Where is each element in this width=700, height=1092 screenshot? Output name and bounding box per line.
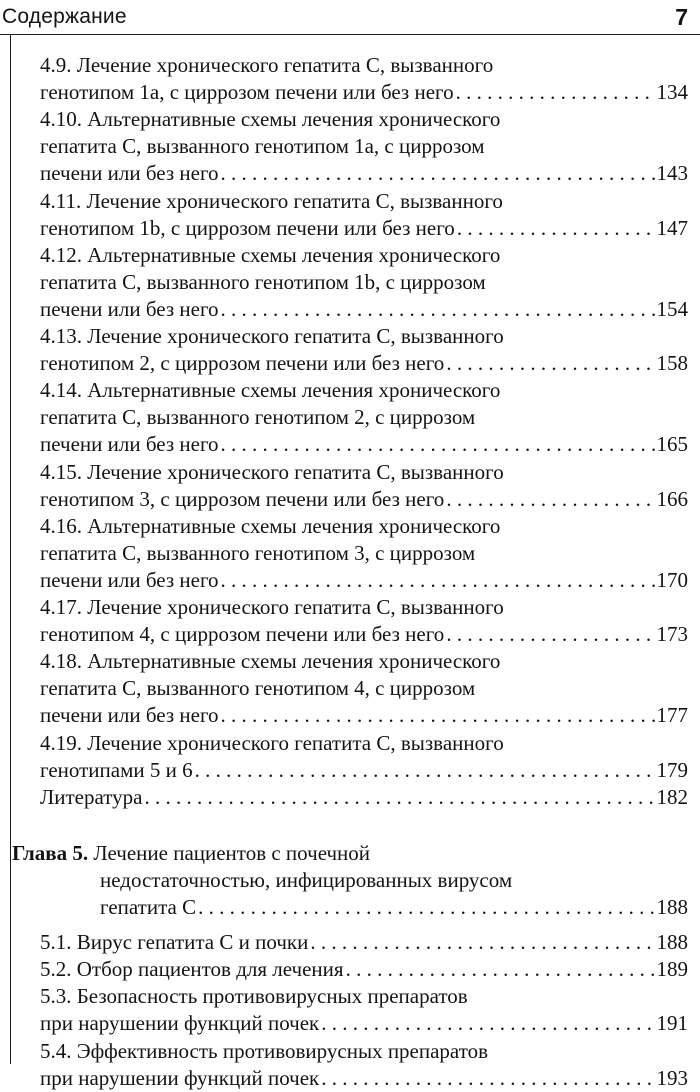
toc-entry-text: 4.19. Лечение хронического гепатита С, вызванного [40, 730, 504, 755]
toc-entry-continuation [40, 404, 688, 431]
toc-page-number: 173 [656, 622, 688, 647]
header-rule [0, 34, 700, 35]
toc-entry-text: гепатита С, вызванного генотипом 2, с циррозом [40, 405, 476, 430]
dot-leader [444, 621, 654, 648]
toc-entry-continuation [40, 160, 688, 187]
toc-entry-text: генотипом 1b, с циррозом печени или без него [40, 215, 455, 240]
chapter-heading-text [12, 841, 370, 865]
toc-entry-text: 4.9. Лечение хронического гепатита С, вызванного [40, 53, 494, 77]
toc-entry [40, 983, 688, 1010]
toc-page-number: 188 [656, 930, 688, 955]
chapter-title-line: гепатита С [100, 895, 197, 919]
toc-page-number: 179 [656, 757, 688, 782]
dot-leader [444, 350, 654, 377]
toc-entry-continuation [40, 540, 688, 567]
toc-page-number: 158 [656, 351, 688, 376]
toc-entry-text: при нарушении функций почек [40, 1065, 320, 1090]
toc-entry-text: 4.17. Лечение хронического гепатита С, вызванного [40, 595, 504, 619]
toc-entry [40, 459, 688, 486]
dot-leader [219, 160, 655, 187]
toc-page-number: 134 [656, 80, 688, 105]
toc-entry-text: генотипом 3, с циррозом печени или без него [40, 486, 445, 511]
toc-entry [40, 594, 688, 621]
toc-entry-continuation [40, 675, 688, 702]
toc-entry [40, 377, 688, 404]
toc-page-number: 177 [656, 703, 688, 728]
toc-entry-continuation [40, 1010, 688, 1037]
toc-entry-text: 4.18. Альтернативные схемы лечения хронического [40, 649, 501, 674]
toc-page-number: 189 [656, 957, 688, 982]
toc-entry-text: 5.3. Безопасность противовирусных препаратов [40, 984, 468, 1009]
toc-entry-text: генотипом 2, с циррозом печени или без него [40, 351, 445, 376]
chapter-title-line: недостаточностью, инфицированных вирусом [100, 867, 513, 892]
chapter-label: Глава 5. [12, 840, 89, 865]
toc-entry-text: гепатита С, вызванного генотипом 4, с циррозом [40, 676, 476, 701]
toc-page-number: 165 [656, 432, 688, 457]
toc-entry-text: при нарушении функций почек [40, 1011, 320, 1036]
dot-leader [219, 567, 655, 594]
left-margin-rule [10, 34, 11, 1064]
toc-entry-continuation [40, 79, 688, 106]
toc-page-number: 188 [656, 895, 688, 919]
toc-entry [40, 929, 688, 956]
toc-entry [40, 784, 688, 811]
toc-entry-text: 4.12. Альтернативные схемы лечения хронического [40, 242, 501, 267]
dot-leader [344, 956, 655, 983]
toc-entry-continuation [40, 215, 688, 242]
dot-leader [319, 1065, 654, 1092]
toc-entry [40, 956, 688, 983]
toc-entry [40, 648, 688, 675]
dot-leader [454, 79, 655, 106]
toc-page-number: 147 [656, 215, 688, 240]
toc-entry-continuation [40, 296, 688, 323]
dot-leader [219, 296, 655, 323]
dot-leader [219, 702, 655, 729]
dot-leader [308, 929, 654, 956]
toc-entry-continuation [40, 621, 688, 648]
toc-entry-text: печени или без него [40, 703, 219, 728]
toc-entry-text: 4.15. Лечение хронического гепатита С, вызванного [40, 459, 504, 484]
toc-page-number: 193 [656, 1065, 688, 1090]
toc-entry-text: печени или без него [40, 567, 219, 592]
toc-entry-text: генотипом 4, с циррозом печени или без него [40, 622, 445, 647]
toc-entry [40, 188, 688, 215]
toc-entry-text: генотипом 1а, с циррозом печени или без него [40, 80, 454, 105]
toc-page-number: 154 [656, 296, 688, 321]
toc-page-number: 143 [656, 161, 688, 186]
dot-leader [142, 784, 654, 811]
toc-entry-text: печени или без него [40, 296, 219, 321]
toc-entry [40, 52, 688, 79]
page-header [0, 0, 700, 40]
running-head: Содержание [2, 5, 127, 28]
chapter-heading-text [100, 868, 512, 892]
toc-entry-text: 4.14. Альтернативные схемы лечения хронического [40, 378, 501, 403]
toc-entry [40, 106, 688, 133]
toc-entry-continuation [40, 269, 688, 296]
toc-entry-continuation [40, 567, 688, 594]
toc-entry-continuation [40, 350, 688, 377]
chapter-heading-continuation [100, 867, 688, 894]
chapter-title-line: Лечение пациентов с почечной [93, 840, 371, 865]
toc-entry-continuation [40, 431, 688, 458]
toc-entry [40, 242, 688, 269]
toc-entry-text: гепатита С, вызванного генотипом 1а, с циррозом [40, 134, 485, 159]
toc-entry-text: 4.10. Альтернативные схемы лечения хронического [40, 107, 501, 132]
toc-page-number: 191 [656, 1011, 688, 1036]
toc-entry [40, 730, 688, 757]
page-number: 7 [675, 4, 688, 30]
toc-entry [40, 513, 688, 540]
toc-page-number: 166 [656, 486, 688, 511]
chapter-heading-text [100, 894, 196, 921]
dot-leader [444, 486, 654, 513]
dot-leader [219, 431, 655, 458]
toc-entry [40, 323, 688, 350]
toc-entry-continuation [40, 1065, 688, 1092]
toc-entry-continuation [40, 757, 688, 784]
toc-entry-text: 4.16. Альтернативные схемы лечения хронического [40, 513, 501, 538]
toc-entry-text: 5.1. Вирус гепатита С и почки [40, 930, 309, 955]
dot-leader [196, 894, 654, 921]
toc-entry-text: Литература [40, 784, 143, 809]
dot-leader [193, 757, 655, 784]
toc-entry-text: 4.13. Лечение хронического гепатита С, вызванного [40, 324, 504, 348]
toc-entry-continuation [40, 486, 688, 513]
toc-entry-text: гепатита С, вызванного генотипом 1b, с циррозом [40, 269, 486, 294]
toc-entry-continuation [40, 133, 688, 160]
dot-leader [319, 1010, 654, 1037]
toc-entry-text: генотипами 5 и 6 [40, 757, 193, 782]
toc-entry-continuation [40, 702, 688, 729]
toc-page-number: 182 [656, 784, 688, 809]
chapter-heading-continuation [100, 894, 688, 921]
toc-entry-text: печени или без него [40, 432, 219, 457]
toc-entry-text: гепатита С, вызванного генотипом 3, с циррозом [40, 540, 476, 565]
toc-entry-text: печени или без него [40, 161, 219, 186]
toc-entry-text: 4.11. Лечение хронического гепатита С, вызванного [40, 188, 503, 213]
toc-entry-text: 5.4. Эффективность противовирусных препаратов [40, 1038, 489, 1063]
toc-page-number: 170 [656, 567, 688, 592]
toc-entry-text: 5.2. Отбор пациентов для лечения [40, 957, 344, 982]
dot-leader [455, 215, 655, 242]
chapter-heading [12, 840, 688, 867]
toc-entry [40, 1038, 688, 1065]
